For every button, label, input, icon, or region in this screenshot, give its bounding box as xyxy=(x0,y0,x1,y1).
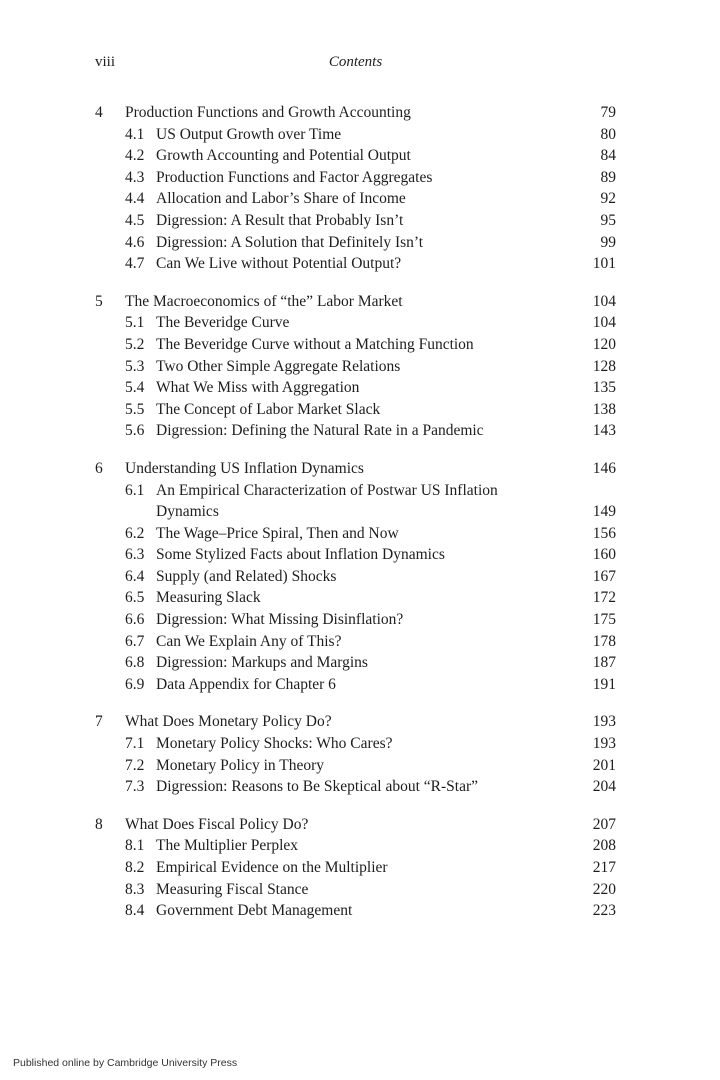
section-title: Two Other Simple Aggregate Relations xyxy=(156,357,401,375)
section-page-number: 208 xyxy=(592,837,616,855)
section-page-number: 156 xyxy=(592,524,616,542)
section-number: 5.4 xyxy=(125,379,145,397)
section-title: The Beveridge Curve without a Matching Function xyxy=(156,335,474,353)
section-number: 6.5 xyxy=(125,589,145,607)
toc-section-entry[interactable] xyxy=(95,253,616,275)
toc-section-entry[interactable] xyxy=(95,420,616,442)
section-number: 5.6 xyxy=(125,422,145,440)
toc-section-entry[interactable] xyxy=(95,879,616,901)
section-page-number: 193 xyxy=(592,735,616,753)
toc-section-entry[interactable] xyxy=(95,188,616,210)
toc-section-entry[interactable] xyxy=(95,145,616,167)
table-of-contents xyxy=(95,102,616,938)
toc-chapter xyxy=(95,814,616,922)
section-title-continued: Dynamics xyxy=(156,503,219,521)
section-title: Growth Accounting and Potential Output xyxy=(156,147,411,165)
toc-chapter xyxy=(95,102,616,275)
section-title: Production Functions and Factor Aggregates xyxy=(156,168,433,186)
section-title: Measuring Slack xyxy=(156,589,261,607)
toc-section-entry[interactable] xyxy=(95,210,616,232)
section-title: Digression: A Result that Probably Isn’t xyxy=(156,211,404,229)
chapter-number: 7 xyxy=(95,713,103,731)
running-head-title: Contents xyxy=(328,54,383,70)
toc-section-entry[interactable] xyxy=(95,835,616,857)
section-number: 5.2 xyxy=(125,335,145,353)
chapter-page-number: 193 xyxy=(592,713,616,731)
section-title: Government Debt Management xyxy=(156,902,353,920)
chapter-title: Production Functions and Growth Accounting xyxy=(125,104,411,121)
section-page-number: 80 xyxy=(600,125,616,143)
section-page-number: 204 xyxy=(592,778,616,796)
section-title: Some Stylized Facts about Inflation Dynamics xyxy=(156,546,445,564)
section-title: Empirical Evidence on the Multiplier xyxy=(156,859,388,876)
toc-chapter-entry[interactable] xyxy=(95,814,616,836)
section-page-number: 223 xyxy=(592,902,616,920)
toc-section-entry-continued[interactable] xyxy=(95,501,616,523)
section-page-number: 104 xyxy=(592,314,616,332)
section-title: The Beveridge Curve xyxy=(156,314,290,332)
chapter-number: 6 xyxy=(95,459,103,477)
section-title: Data Appendix for Chapter 6 xyxy=(156,675,336,693)
section-page-number: 128 xyxy=(592,357,616,375)
toc-section-entry[interactable] xyxy=(95,124,616,146)
section-number: 8.2 xyxy=(125,859,145,876)
section-title: Can We Live without Potential Output? xyxy=(156,255,402,273)
section-number: 4.5 xyxy=(125,211,145,229)
chapter-title: What Does Monetary Policy Do? xyxy=(125,713,332,731)
section-page-number: 84 xyxy=(600,147,616,165)
toc-chapter-entry[interactable] xyxy=(95,291,616,313)
toc-section-entry[interactable] xyxy=(95,733,616,755)
section-title: US Output Growth over Time xyxy=(156,125,342,143)
section-title: Digression: Reasons to Be Skeptical about “R-Star” xyxy=(156,778,478,796)
section-number: 8.3 xyxy=(125,880,145,898)
section-title: Allocation and Labor’s Share of Income xyxy=(156,190,406,208)
section-page-number: 187 xyxy=(592,654,616,672)
section-title: Digression: What Missing Disinflation? xyxy=(156,611,404,629)
toc-chapter xyxy=(95,291,616,442)
section-number: 6.6 xyxy=(125,611,145,629)
toc-section-entry[interactable] xyxy=(95,755,616,777)
toc-section-entry[interactable] xyxy=(95,587,616,609)
publisher-footer: Published online by Cambridge University Press xyxy=(13,1057,238,1069)
toc-chapter xyxy=(95,711,616,797)
toc-section-entry[interactable] xyxy=(95,674,616,696)
section-title: Can We Explain Any of This? xyxy=(156,632,342,650)
toc-chapter-entry[interactable] xyxy=(95,458,616,480)
running-head xyxy=(95,54,616,76)
toc-section-entry[interactable] xyxy=(95,523,616,545)
section-page-number: 149 xyxy=(592,503,616,521)
section-number: 5.1 xyxy=(125,314,145,332)
section-number: 5.3 xyxy=(125,357,145,375)
chapter-title: What Does Fiscal Policy Do? xyxy=(125,815,309,833)
section-page-number: 99 xyxy=(600,233,616,251)
section-title: Measuring Fiscal Stance xyxy=(156,880,309,898)
toc-section-entry[interactable] xyxy=(95,399,616,421)
section-number: 7.1 xyxy=(125,735,145,753)
section-number: 6.1 xyxy=(125,481,145,499)
section-page-number: 89 xyxy=(600,168,616,186)
chapter-number: 4 xyxy=(95,104,103,121)
chapter-page-number: 146 xyxy=(592,459,616,477)
section-number: 4.2 xyxy=(125,147,145,165)
section-number: 4.6 xyxy=(125,233,145,251)
section-page-number: 160 xyxy=(592,546,616,564)
section-page-number: 92 xyxy=(600,190,616,208)
section-title: What We Miss with Aggregation xyxy=(156,379,360,397)
section-title: The Multiplier Perplex xyxy=(156,837,299,855)
toc-section-entry[interactable] xyxy=(95,857,616,879)
toc-chapter xyxy=(95,458,616,696)
toc-section-entry[interactable] xyxy=(95,652,616,674)
section-number: 4.7 xyxy=(125,255,145,273)
section-page-number: 201 xyxy=(592,756,616,774)
toc-section-entry[interactable] xyxy=(95,609,616,631)
section-page-number: 143 xyxy=(592,422,616,440)
section-number: 6.7 xyxy=(125,632,145,650)
toc-section-entry[interactable] xyxy=(95,566,616,588)
section-number: 5.5 xyxy=(125,400,145,418)
section-page-number: 138 xyxy=(592,400,616,418)
section-page-number: 178 xyxy=(592,632,616,650)
section-page-number: 101 xyxy=(592,255,616,273)
toc-section-entry[interactable] xyxy=(95,900,616,922)
section-page-number: 191 xyxy=(592,675,616,693)
section-page-number: 220 xyxy=(592,880,616,898)
section-number: 7.3 xyxy=(125,778,145,796)
section-number: 8.1 xyxy=(125,837,145,855)
toc-section-entry[interactable] xyxy=(95,334,616,356)
chapter-number: 5 xyxy=(95,292,103,310)
chapter-number: 8 xyxy=(95,815,103,833)
section-number: 6.8 xyxy=(125,654,145,672)
section-number: 6.4 xyxy=(125,567,145,585)
section-title: Digression: Markups and Margins xyxy=(156,654,368,672)
section-number: 4.1 xyxy=(125,125,145,143)
section-title: The Wage–Price Spiral, Then and Now xyxy=(156,524,399,542)
chapter-title: The Macroeconomics of “the” Labor Market xyxy=(125,292,403,310)
toc-section-entry[interactable] xyxy=(95,167,616,189)
section-page-number: 120 xyxy=(592,335,616,353)
toc-chapter-entry[interactable] xyxy=(95,711,616,733)
section-title: Monetary Policy in Theory xyxy=(156,756,325,774)
toc-section-entry[interactable] xyxy=(95,631,616,653)
toc-section-entry[interactable] xyxy=(95,232,616,254)
section-number: 6.9 xyxy=(125,675,145,693)
section-number: 4.4 xyxy=(125,190,145,208)
toc-section-entry[interactable] xyxy=(95,356,616,378)
section-title: Monetary Policy Shocks: Who Cares? xyxy=(156,735,393,753)
toc-section-entry[interactable] xyxy=(95,377,616,399)
toc-section-entry[interactable] xyxy=(95,776,616,798)
section-page-number: 135 xyxy=(592,379,616,397)
section-title: Supply (and Related) Shocks xyxy=(156,567,337,585)
section-number: 7.2 xyxy=(125,756,145,774)
section-page-number: 175 xyxy=(592,611,616,629)
section-number: 6.2 xyxy=(125,524,145,542)
section-number: 6.3 xyxy=(125,546,145,564)
section-page-number: 95 xyxy=(600,211,616,229)
section-title: The Concept of Labor Market Slack xyxy=(156,400,381,418)
section-title: Digression: A Solution that Definitely Isn’t xyxy=(156,233,424,251)
chapter-page-number: 104 xyxy=(592,292,616,310)
section-number: 4.3 xyxy=(125,168,145,186)
chapter-page-number: 79 xyxy=(600,104,616,121)
section-number: 8.4 xyxy=(125,902,145,920)
toc-section-entry[interactable] xyxy=(95,544,616,566)
toc-section-entry[interactable] xyxy=(95,312,616,334)
section-title: Digression: Defining the Natural Rate in a Pandemic xyxy=(156,422,484,440)
toc-section-entry[interactable] xyxy=(95,480,616,502)
section-page-number: 167 xyxy=(592,567,616,585)
toc-chapter-entry[interactable] xyxy=(95,102,616,124)
section-page-number: 217 xyxy=(592,859,616,876)
chapter-page-number: 207 xyxy=(592,815,616,833)
chapter-title: Understanding US Inflation Dynamics xyxy=(125,459,364,477)
page-folio: viii xyxy=(95,54,116,70)
section-title: An Empirical Characterization of Postwar US Inflation xyxy=(156,481,498,499)
section-page-number: 172 xyxy=(592,589,616,607)
